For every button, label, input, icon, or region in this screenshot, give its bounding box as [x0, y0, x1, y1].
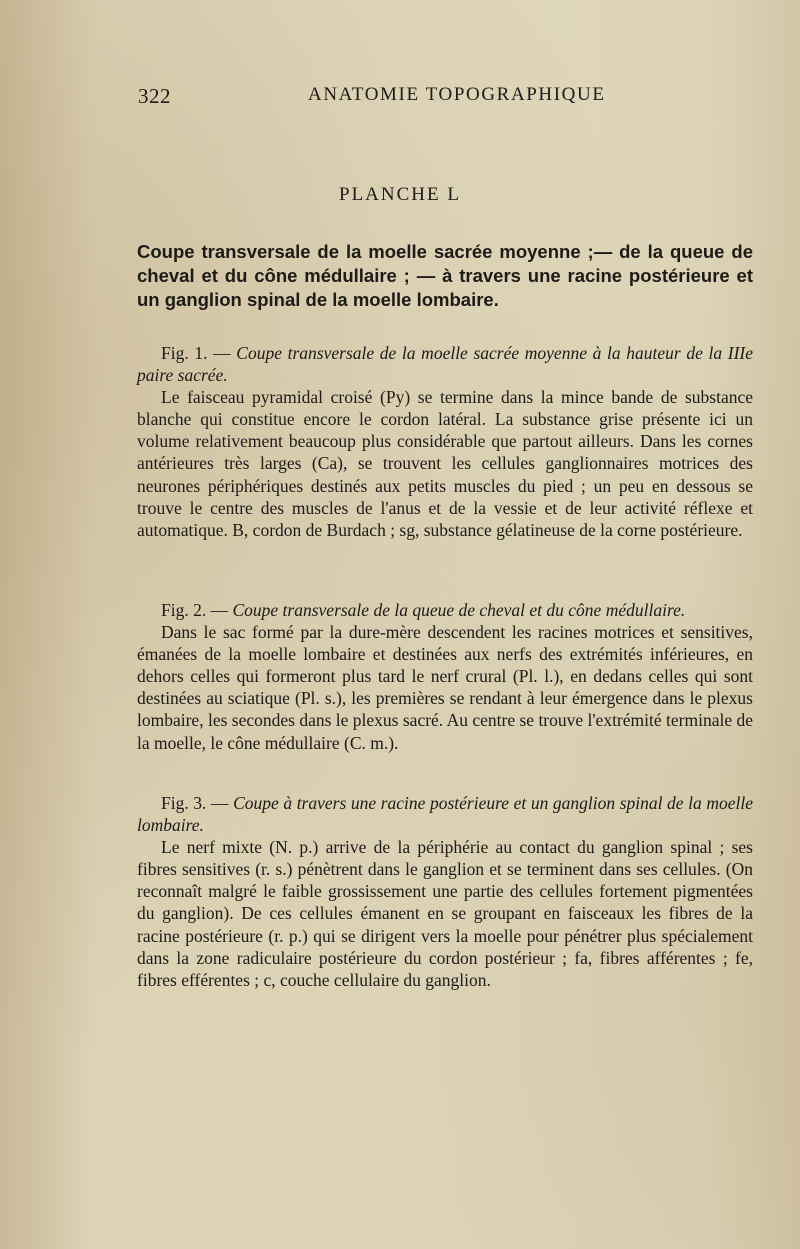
running-title: ANATOMIE TOPOGRAPHIQUE: [308, 84, 606, 105]
plate-title: PLANCHE L: [339, 184, 461, 205]
running-head: [138, 84, 760, 114]
figure-1-text: Le faisceau pyramidal croisé (Py) se termine dans la mince bande de substance blanche qui constitue encore le cordon latéral. La substance grise présente ici un volume relativement beaucoup plus considérable que partout ailleurs. Dans les cornes antérieures très larges (Ca), se trouvent les cellules ganglionnaires motrices des neurones périphériques destinés aux petits muscles du pied ; un peu en dessous se trouve le centre des muscles de l'anus et de la vessie et de leur activité réflexe et automatique. B, cordon de Burdach ; sg, substance gélatineuse de la corne postérieure.: [137, 387, 753, 540]
figure-2-heading: [137, 599, 753, 621]
figure-2-title: Coupe transversale de la queue de cheval et du cône médullaire.: [232, 600, 686, 620]
plate-caption: Coupe transversale de la moelle sacrée moyenne ;— de la queue de cheval et du cône médullaire ; — à travers une racine postérieure et un ganglion spinal de la moelle lombaire.: [137, 241, 753, 310]
figure-1-section: [137, 342, 753, 541]
figure-2-text: Dans le sac formé par la dure-mère descendent les racines motrices et sensitives, émanées de la moelle lombaire et destinées aux nerfs des extrémités inférieures, en dehors celles qui formeront plus tard le nerf crural (Pl. l.), en dedans celles qui sont destinées au sciatique (Pl. s.), les premières se rendant à leur émergence dans le plexus lombaire, les secondes dans le plexus sacré. Au centre se trouve l'extrémité terminale de la moelle, le cône médullaire (C. m.).: [137, 622, 753, 753]
figure-3-title: Coupe à travers une racine postérieure et un ganglion spinal de la moelle lombaire.: [137, 793, 753, 836]
figure-3-text: Le nerf mixte (N. p.) arrive de la périphérie au contact du ganglion spinal ; ses fibres sensitives (r. s.) pénètrent dans le ganglion et se terminent dans ses cellules. (On reconnaît malgré le faible grossissement une partie des cellules fortement pigmentées du ganglion). De ces cellules émanent en se groupant en faisceaux les fibres de la racine postérieure (r. p.) qui se dirigent vers la moelle pour pénétrer plus spécialement dans la zone radiculaire postérieure du cordon postérieur ; fa, fibres afférentes ; fe, fibres efférentes ; c, couche cellulaire du ganglion.: [137, 837, 753, 990]
figure-3-section: [137, 792, 753, 991]
figure-3-label: Fig. 3. —: [161, 793, 234, 813]
figure-1-heading: [137, 342, 753, 386]
figure-1-title: Coupe transversale de la moelle sacrée moyenne à la hauteur de la IIIe paire sacrée.: [137, 343, 753, 386]
page-number: 322: [138, 84, 171, 108]
figure-2-section: [137, 599, 753, 754]
figure-3-heading: [137, 792, 753, 836]
figure-2-label: Fig. 2. —: [161, 600, 233, 620]
figure-1-label: Fig. 1. —: [161, 343, 237, 363]
